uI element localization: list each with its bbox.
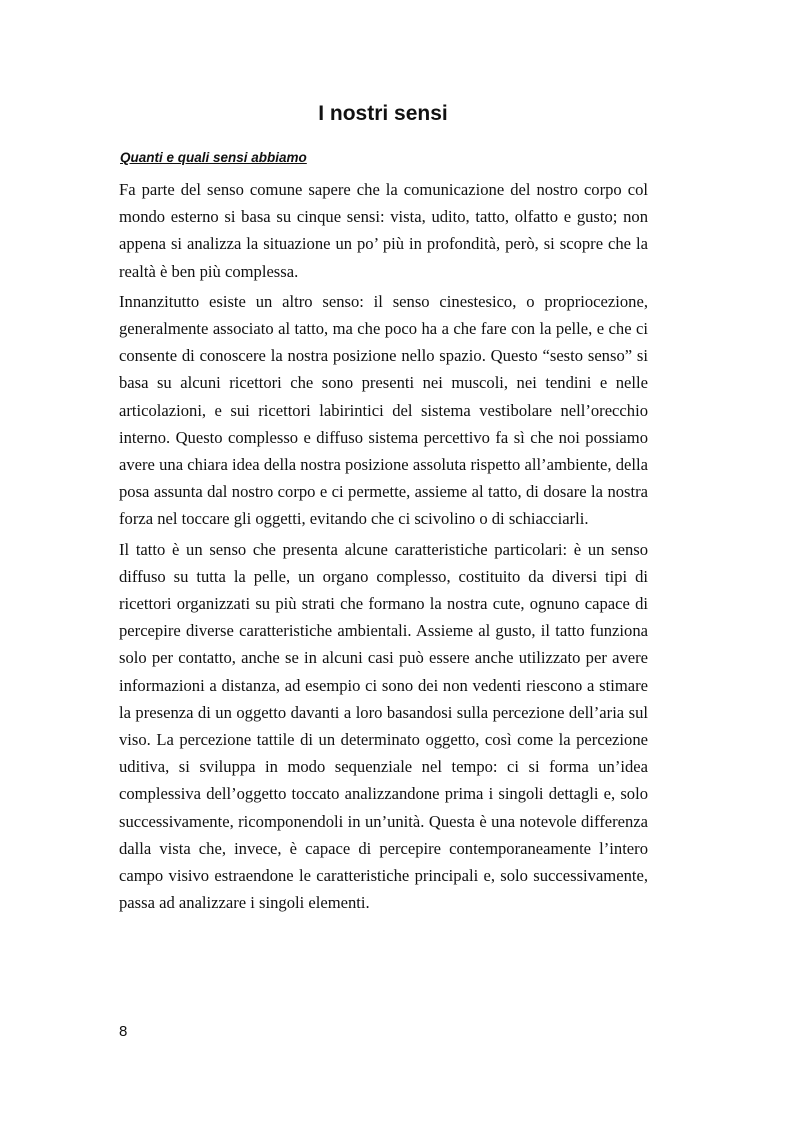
body-text <box>119 176 648 919</box>
page-title: I nostri sensi <box>318 102 448 125</box>
paragraph: Il tatto è un senso che presenta alcune caratteristiche particolari: è un senso diffuso su tutta la pelle, un organo complesso, costituito da diversi tipi di ricettori organizzati su più strati che formano la nostra cute, ognuno capace di percepire diverse caratteristiche ambientali. Assieme al gusto, il tatto funziona solo per contatto, anche se in alcuni casi può essere anche utilizzato per avere informazioni a distanza, ad esempio ci sono dei non vedenti riescono a stimare la presenza di un oggetto davanti a loro basandosi sulla percezione dell’aria sul viso. La percezione tattile di un determinato oggetto, così come la percezione uditiva, si sviluppa in modo sequenziale nel tempo: ci si forma un’idea complessiva dell’oggetto toccato analizzandone prima i singoli dettagli e, solo successivamente, ricomponendoli in un’unità. Questa è una notevole differenza dalla vista che, invece, è capace di percepire contemporaneamente l’intero campo visivo estraendone le caratteristiche principali e, solo successivamente, passa ad analizzare i singoli elementi. <box>119 539 648 913</box>
paragraph: Fa parte del senso comune sapere che la comunicazione del nostro corpo col mondo esterno si basa su cinque sensi: vista, udito, tatto, olfatto e gusto; non appena si analizza la situazione un po’ più in profondità, però, si scopre che la realtà è ben più complessa. <box>119 180 648 281</box>
page-number: 8 <box>119 1023 128 1040</box>
paragraph: Innanzitutto esiste un altro senso: il senso cinestesico, o propriocezione, generalmente associato al tatto, ma che poco ha a che fare con la pelle, e che ci consente di conoscere la nostra posizione nello spazio. Questo “sesto senso” si basa su alcuni ricettori che sono presenti nei muscoli, nei tendini e nelle articolazioni, e sui ricettori labirintici del sistema vestibolare nell’orecchio interno. Questo complesso e diffuso sistema percettivo fa sì che noi possiamo avere una chiara idea della nostra posizione assoluta rispetto all’ambiente, della posa assunta dal nostro corpo e ci permette, assieme al tatto, di dosare la nostra forza nel toccare gli oggetti, evitando che ci scivolino o di schiacciarli. <box>119 291 648 529</box>
section-heading: Quanti e quali sensi abbiamo <box>120 150 307 165</box>
